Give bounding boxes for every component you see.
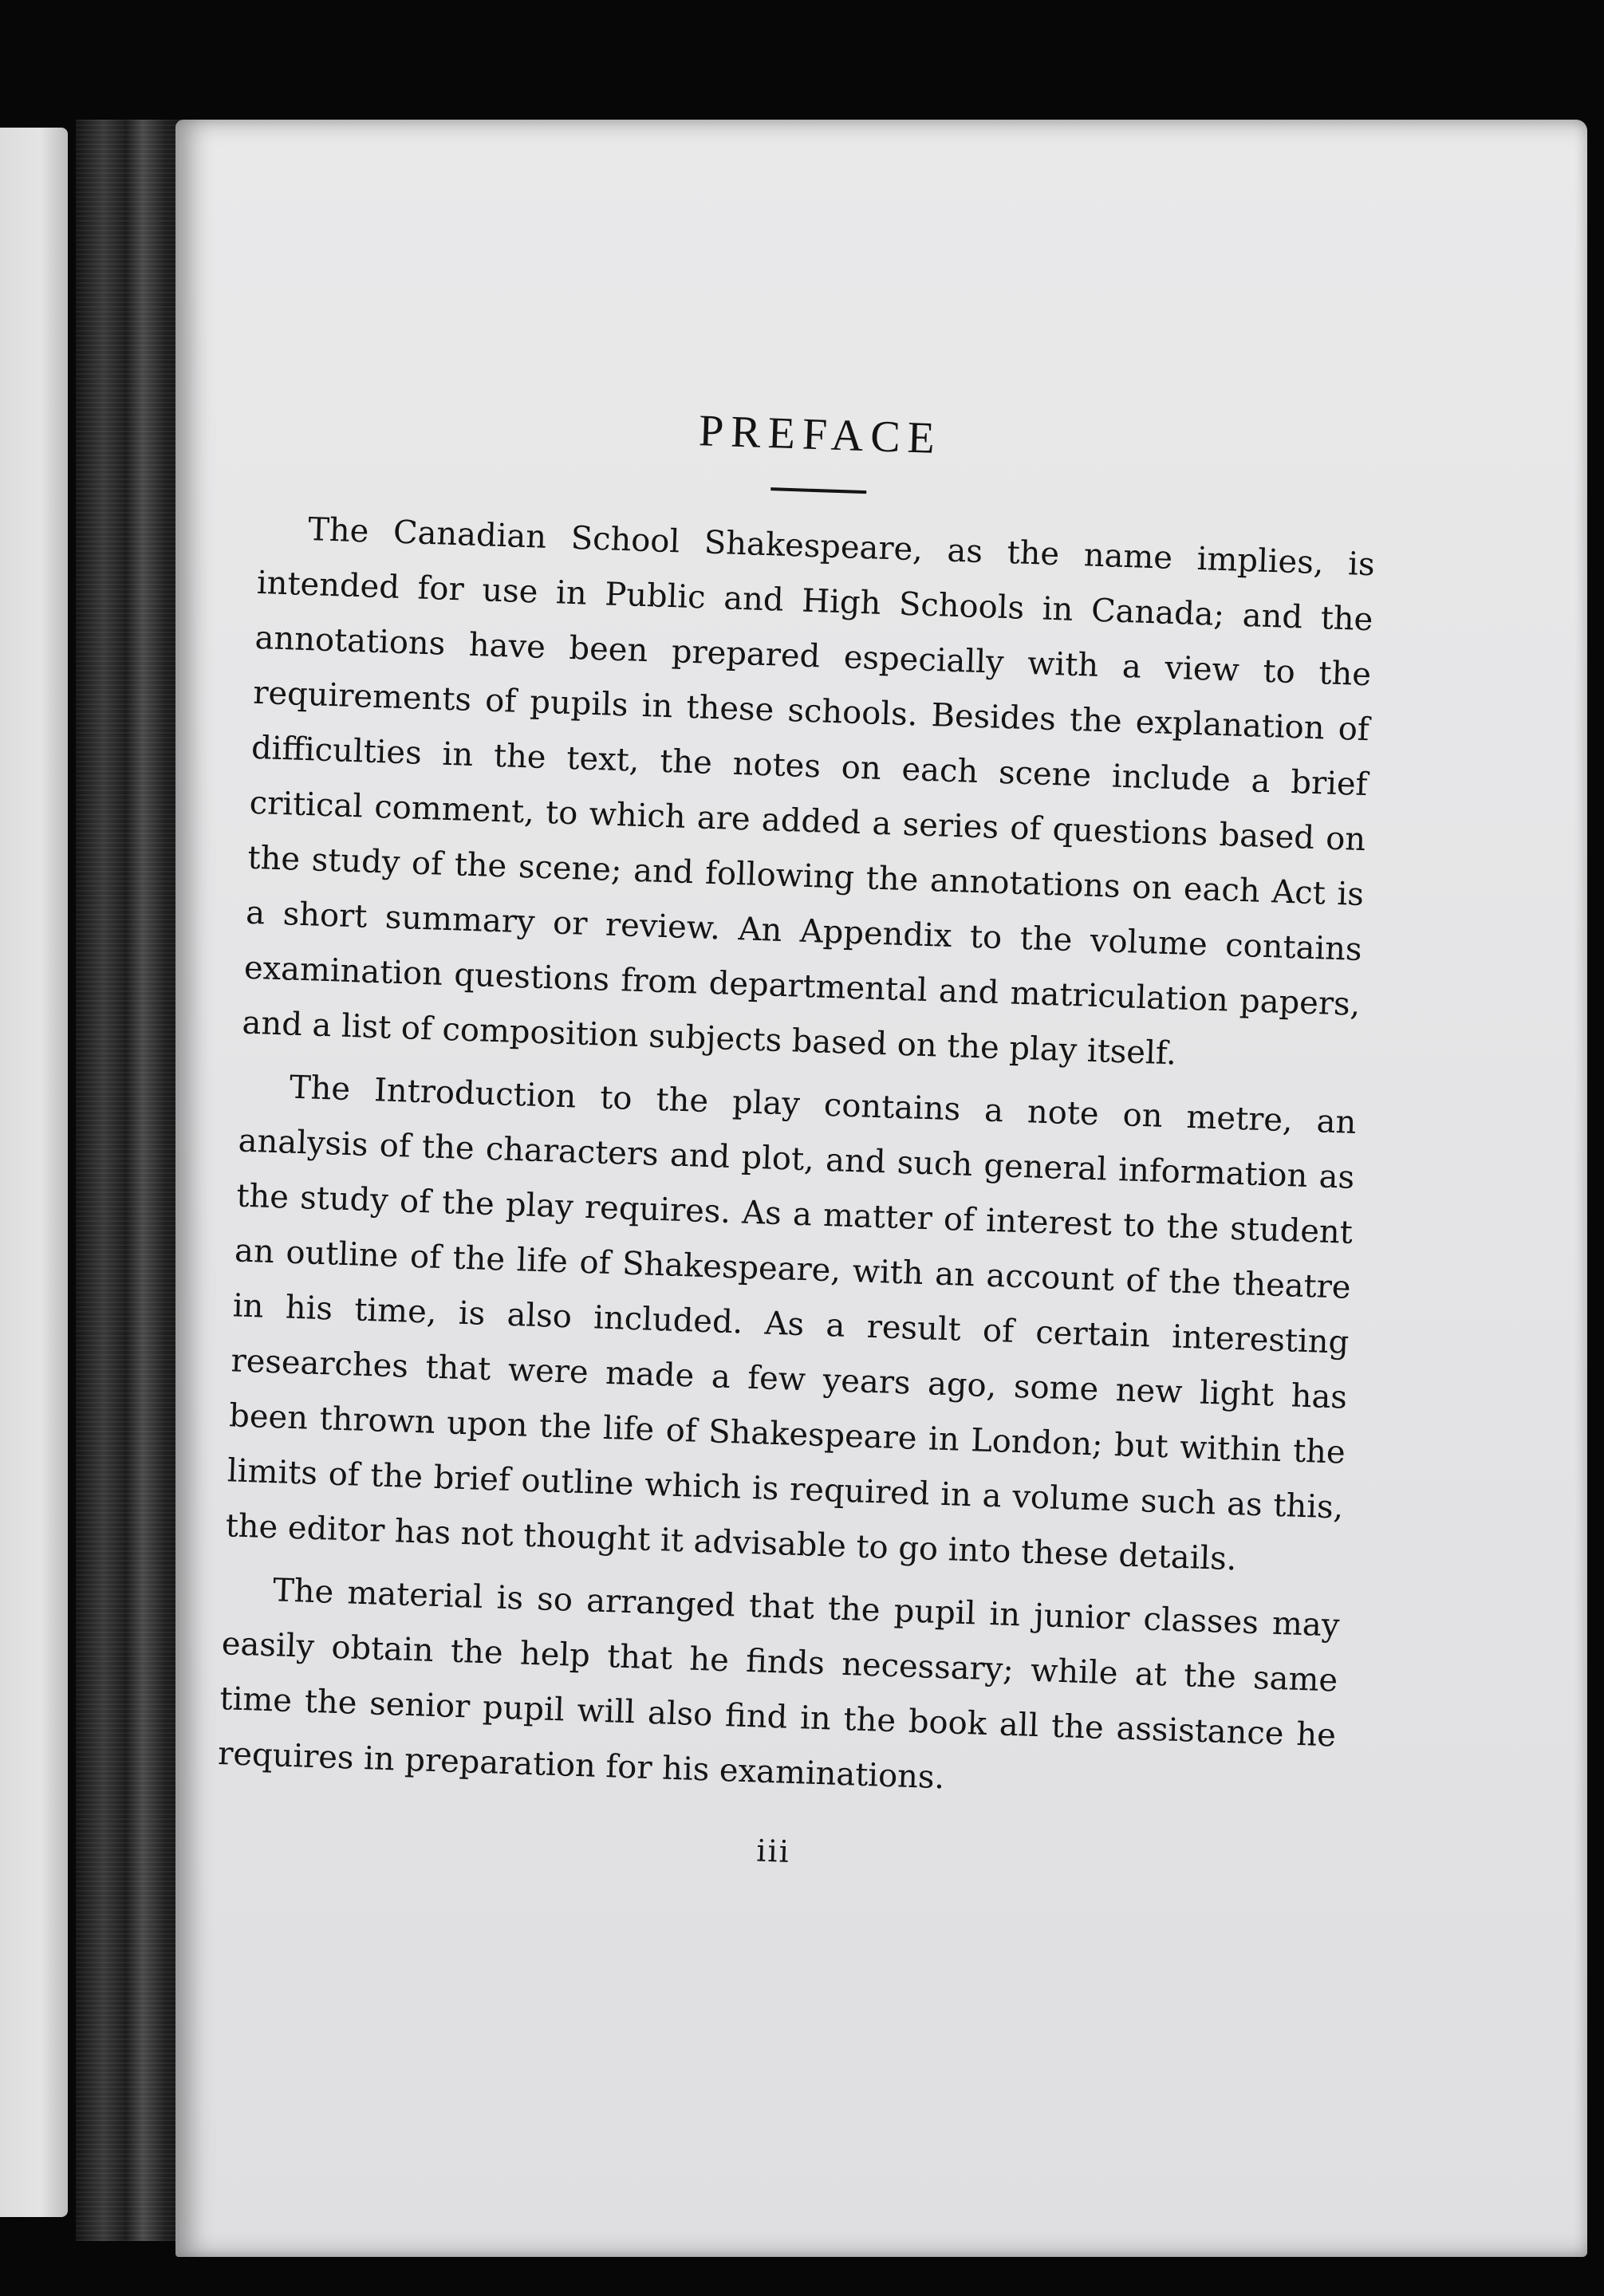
paragraph-3: The material is so arranged that the pupil in junior classes may easily obtain the help that he finds necessary; while at the same time the senior pupil will also find in the book all the assistance he requires in preparation for his examinations. [217,1572,1341,1797]
left-facing-page [0,128,68,2217]
page-text-block [215,391,1379,1887]
title-divider [770,487,866,494]
page-number: iii [755,1833,791,1869]
book-page [175,120,1587,2257]
paragraph-1: The Canadian School Shakespeare, as the name implies, is intended for use in Public and High Schools in Canada; and the annotations have been prepared especially with a view to the requirements of pupils in these schools. Besides the explanation of difficulties in the text, the notes on each scene include a brief critical comment, to which are added a series of questions based on the study of the scene; and following the annotations on each Act is a short summary or review. An Appendix to the volume contains examination questions from departmental and matriculation papers, and a list of composition subjects based on the play itself. [241,510,1376,1073]
book-spine [76,120,187,2241]
paragraph-2: The Introduction to the play contains a note on metre, an analysis of the characters and plot, and such general information as the study of the play requires. As a matter of interest to the student an outline of the life of Shakespeare, with an account of the theatre in his time, is also included. As a result of certain interesting researches that were made a few years ago, some new light has been thrown upon the life of Shakespeare in London; but within the limits of the brief outline which is required in a volume such as this, the editor has not thought it advisable to go into these details. [225,1069,1358,1578]
page-title: PREFACE [698,406,943,464]
